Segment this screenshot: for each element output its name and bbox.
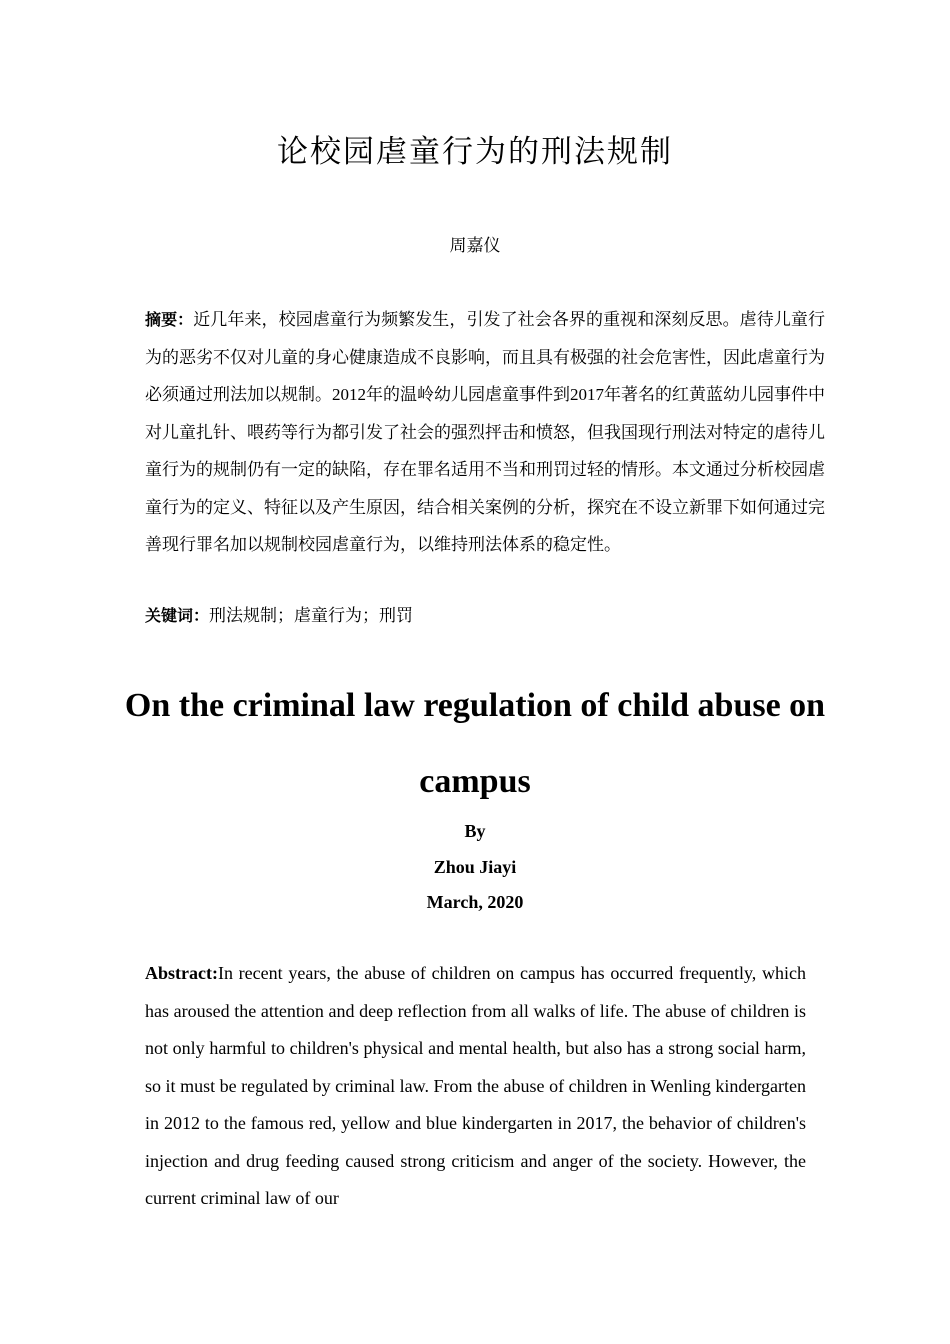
english-title: On the criminal law regulation of child abuse on campus: [124, 687, 826, 800]
english-author: Zhou Jiayi: [433, 857, 517, 877]
english-abstract-label: Abstract:: [145, 963, 218, 983]
chinese-abstract: [145, 301, 825, 564]
chinese-keywords: [145, 597, 825, 635]
chinese-title: 论校园虐童行为的刑法规制: [277, 134, 673, 170]
english-abstract-text: In recent years, the abuse of children on campus has occurred frequently, which has aroused the attention and deep reflection from all walks of life. The abuse of children is not only harmful to children's physical and mental health, but also has a strong social harm, so it must be regulated by criminal law. From the abuse of children in Wenling kindergarten in 2012 to the famous red, yellow and blue kindergarten in 2017, the behavior of children's injection and drug feeding caused strong criticism and anger of the society. However, the current criminal law of our: [145, 963, 806, 1208]
chinese-abstract-label: 摘要：: [145, 310, 194, 329]
english-date: March, 2020: [426, 892, 524, 912]
chinese-keywords-label: 关键词：: [145, 606, 210, 625]
english-abstract: [145, 955, 806, 1218]
chinese-keywords-text: 刑法规制；虐童行为；刑罚: [209, 606, 414, 625]
english-by-line: By: [464, 821, 486, 841]
chinese-abstract-text: 近几年来，校园虐童行为频繁发生，引发了社会各界的重视和深刻反思。虐待儿童行为的恶劣不仅对儿童的身心健康造成不良影响，而且具有极强的社会危害性，因此虐童行为必须通过刑法加以规制。2012年的温岭幼儿园虐童事件到2017年著名的红黄蓝幼儿园事件中对儿童扎针、喂药等行为都引发了社会的强烈抨击和愤怒，但我国现行刑法对特定的虐待儿童行为的规制仍有一定的缺陷，存在罪名适用不当和刑罚过轻的情形。本文通过分析校园虐童行为的定义、特征以及产生原因，结合相关案例的分析，探究在不设立新罪下如何通过完善现行罪名加以规制校园虐童行为，以维持刑法体系的稳定性。: [145, 310, 825, 554]
chinese-author: 周嘉仪: [449, 236, 501, 255]
